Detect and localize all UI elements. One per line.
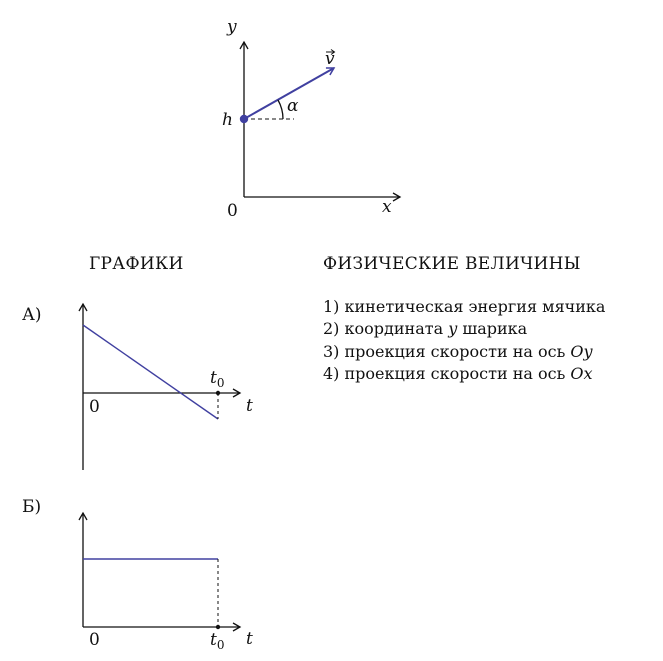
graph-a bbox=[22, 304, 253, 470]
quantity-variable: Ox bbox=[570, 363, 593, 383]
quantities-list bbox=[323, 296, 605, 385]
quantity-item-1 bbox=[323, 296, 605, 318]
graph-b-t0-label: $t_0$ bbox=[210, 630, 225, 652]
quantity-number: 2) bbox=[323, 319, 340, 339]
quantity-number: 4) bbox=[323, 363, 340, 383]
launch-diagram bbox=[222, 17, 400, 221]
graph-a-t0-label: $t_0$ bbox=[210, 368, 225, 390]
graph-b-t0-dot bbox=[216, 625, 220, 629]
ball bbox=[240, 115, 248, 123]
angle-label: α bbox=[287, 96, 299, 116]
height-label: h bbox=[222, 110, 233, 130]
quantity-text: координата bbox=[344, 319, 449, 339]
graphs-header: ГРАФИКИ bbox=[89, 254, 184, 274]
quantity-number: 1) bbox=[323, 297, 340, 316]
quantity-variable: Oy bbox=[570, 341, 593, 361]
quantity-item-3 bbox=[323, 341, 605, 363]
quantity-text: проекция скорости на ось bbox=[344, 341, 571, 361]
graph-b-origin: 0 bbox=[89, 630, 100, 650]
quantity-item-2 bbox=[323, 318, 605, 340]
quantity-variable: y bbox=[448, 319, 458, 339]
graph-a-t-label: t bbox=[246, 396, 253, 416]
y-axis-label: y bbox=[227, 17, 237, 37]
graph-a-curve bbox=[83, 325, 218, 419]
velocity-label: v bbox=[325, 49, 335, 69]
graph-b-label: Б) bbox=[22, 497, 42, 517]
quantity-number: 3) bbox=[323, 341, 340, 361]
graph-a-label: А) bbox=[22, 305, 42, 325]
origin-label: 0 bbox=[227, 201, 238, 221]
quantity-item-4 bbox=[323, 363, 605, 385]
quantities-header: ФИЗИЧЕСКИЕ ВЕЛИЧИНЫ bbox=[323, 254, 581, 274]
graph-a-origin: 0 bbox=[89, 397, 100, 417]
graph-b-t-label: t bbox=[246, 629, 253, 649]
graph-b bbox=[22, 497, 253, 652]
quantity-text: проекция скорости на ось bbox=[344, 363, 571, 383]
x-axis-label: x bbox=[382, 197, 392, 217]
graph-a-t0-dot bbox=[216, 391, 220, 395]
angle-arc bbox=[278, 100, 283, 119]
quantity-tail: шарика bbox=[457, 319, 528, 339]
quantity-text: кинетическая энергия мячика bbox=[344, 297, 606, 316]
